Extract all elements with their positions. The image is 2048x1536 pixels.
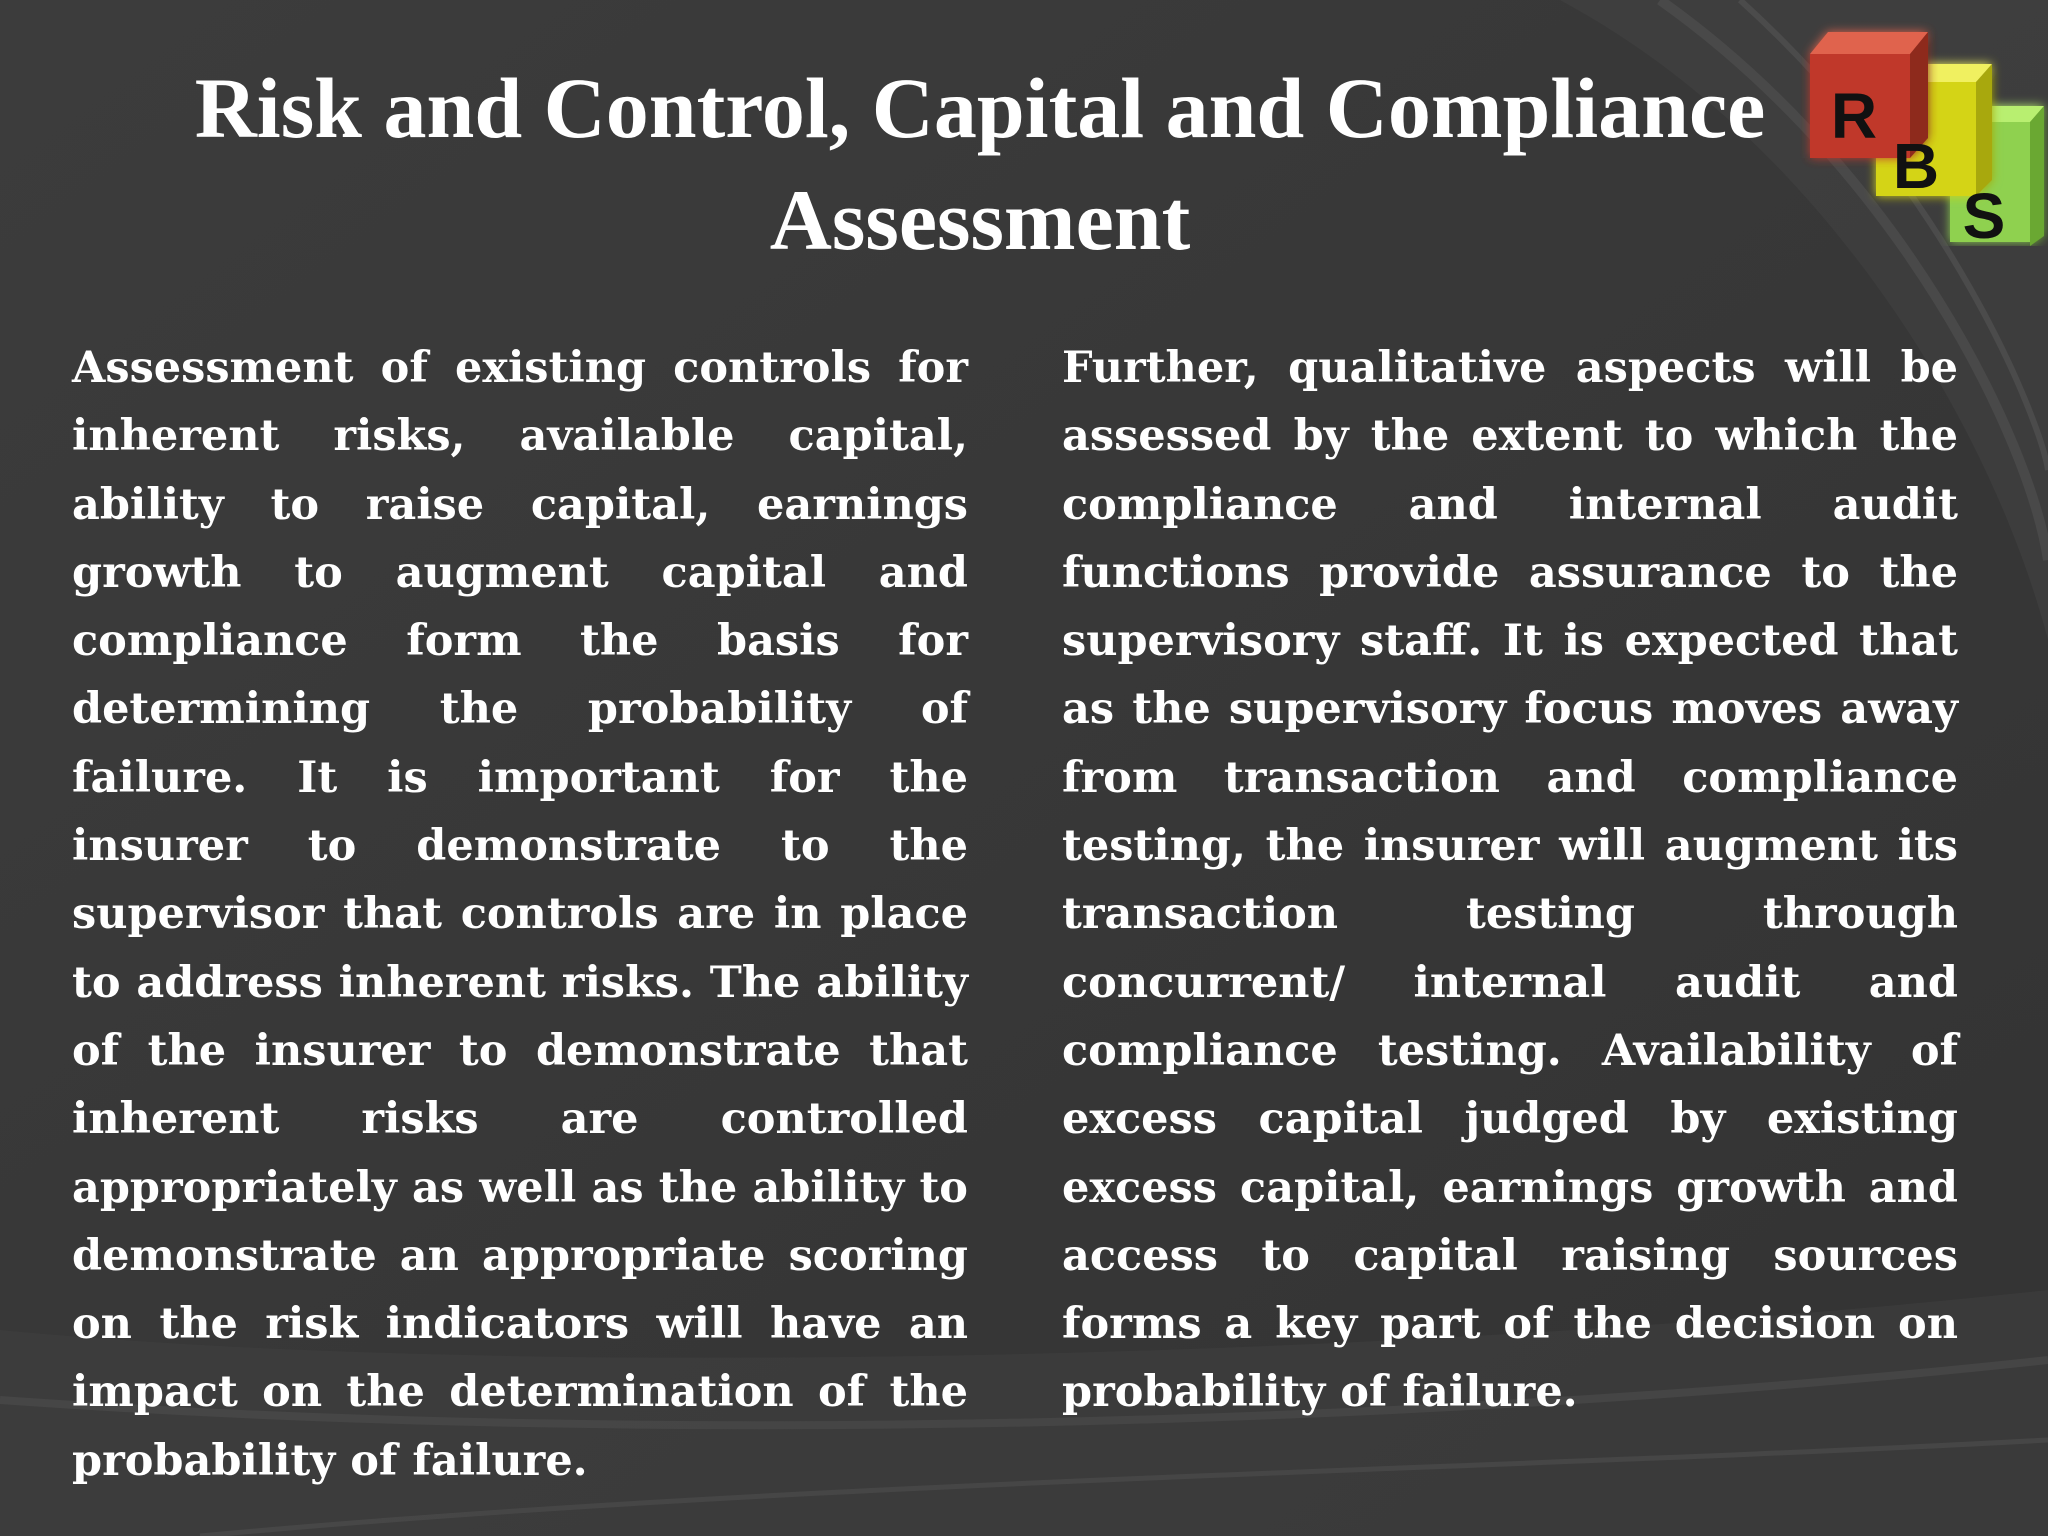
rbs-logo (1800, 10, 2048, 246)
left-column-text: Assessment of existing controls for inherent risks, available capital, ability to raise capital, earnings growth to augment capital and compliance form the basis for determining the probability of failure. It is important for the insurer to demonstrate to the supervisor that controls are in place to address inherent risks. The ability of the insurer to demonstrate that inherent risks are controlled appropriately as well as the ability to demonstrate an appropriate scoring on the risk indicators will have an impact on the determination of the probability of failure. (72, 343, 968, 1486)
logo-letter-s: S (1962, 180, 2006, 246)
slide-title: Risk and Control, Capital and Compliance Assessment (194, 60, 1766, 268)
logo-letter-b: B (1892, 130, 1940, 202)
right-column-text: Further, qualitative aspects will be assessed by the extent to which the compliance and internal audit functions provide assurance to the supervisory staff. It is expected that as the supervisory focus moves away from transaction and compliance testing, the insurer will augment its transaction testing through concurrent/ internal audit and compliance testing. Availability of excess capital judged by existing excess capital, earnings growth and access to capital raising sources forms a key part of the decision on probability of failure. (1062, 343, 1958, 1418)
logo-letter-r: R (1830, 80, 1878, 152)
